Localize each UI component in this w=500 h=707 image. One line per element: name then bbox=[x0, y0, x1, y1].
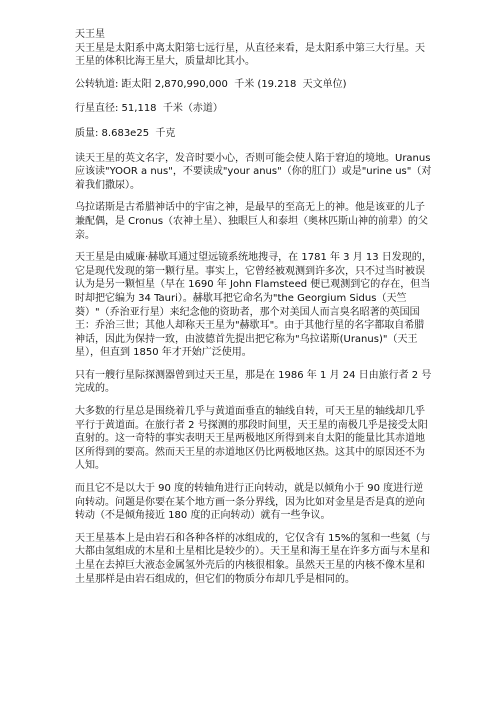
diameter-line: 行星直径: 51,118 千米（赤道） bbox=[75, 103, 223, 115]
axial-tilt-paragraph: 而且它不是以大于 90 度的转轴角进行正向转动，就是以倾角小于 90 度进行逆向转动。问题是你要在某个地方画一条分界线，因为比如对金星是否是真的逆向转动（不是倾角接近 180 度的正向转动）就有一些争议。 bbox=[75, 483, 425, 522]
composition-paragraph: 天王星基本上是由岩石和各种各样的冰组成的，它仅含有 15%的氢和一些氦（与大都由氢组成的木星和土星相比是较少的）。天王星和海王星在许多方面与木星和土星在去掉巨大液态金属氢外壳后的内核很相象。虽然天王星的内核不像木星和土星那样是由岩石组成的，但它们的物质分布却几乎是相同的。 bbox=[75, 532, 431, 585]
orbit-line: 公转轨道: 距太阳 2,870,990,000 千米 (19.218 天文单位) bbox=[75, 78, 347, 90]
voyager-paragraph: 只有一艘行星际探测器曾到过天王星，那是在 1986 年 1 月 24 日由旅行者 2 号完成的。 bbox=[75, 369, 432, 395]
mass-line: 质量: 8.683e25 千克 bbox=[75, 127, 176, 139]
intro-paragraph: 天王星是太阳系中离太阳第七远行星，从直径来看，是太阳系中第三大行星。天王星的体积比海王星大，质量却比其小。 bbox=[75, 42, 425, 68]
discovery-paragraph: 天王星是由威廉·赫歇耳通过望远镜系统地搜寻，在 1781 年 3 月 13 日发现的，它是现代发现的第一颗行星。事实上，它曾经被观测到许多次，只不过当时被误认为是另一颗恒星（早在 1690 年 John Flamsteed 便已观测到它的存在，但当时却把它编为 34 Tauri）。赫歇耳把它命名为"the Georgium Sidus（天竺葵）"（乔治亚行星）来纪念他的资助者，那个对美国人而言臭名昭著的英国国王：乔治三世；其他人却称天王星为"赫歇耳"。由于其他行星的名字都取自希腊神话，因此为保持一致，由波德首先提出把它称为"乌拉诺斯(Uranus)"（天王星），但直到 1850 年才开始广泛使用。 bbox=[75, 252, 432, 359]
rotation-paragraph: 大多数的行星总是围绕着几乎与黄道面垂直的轴线自转，可天王星的轴线却几乎平行于黄道面。在旅行者 2 号探测的那段时间里，天王星的南极几乎是接受太阳直射的。这一奇特的事实表明天王星两极地区所得到来自太阳的能量比其赤道地区所得到的要高。然而天王星的赤道地区仍比两极地区热。这其中的原因还不为人知。 bbox=[75, 406, 428, 472]
pronunciation-paragraph: 读天王星的英文名字，发音时要小心，否则可能会使人陷于窘迫的境地。Uranus 应该读"YOOR a nus"，不要读成"your anus"（你的肛门）或是"urine us"（对着我们撒尿）。 bbox=[75, 152, 434, 191]
mythology-paragraph: 乌拉诺斯是古希腊神话中的宇宙之神，是最早的至高无上的神。他是该亚的儿子兼配偶，是 Cronus（农神土星）、独眼巨人和泰坦（奥林匹斯山神的前辈）的父亲。 bbox=[75, 202, 429, 241]
document-title: 天王星 bbox=[75, 29, 105, 40]
